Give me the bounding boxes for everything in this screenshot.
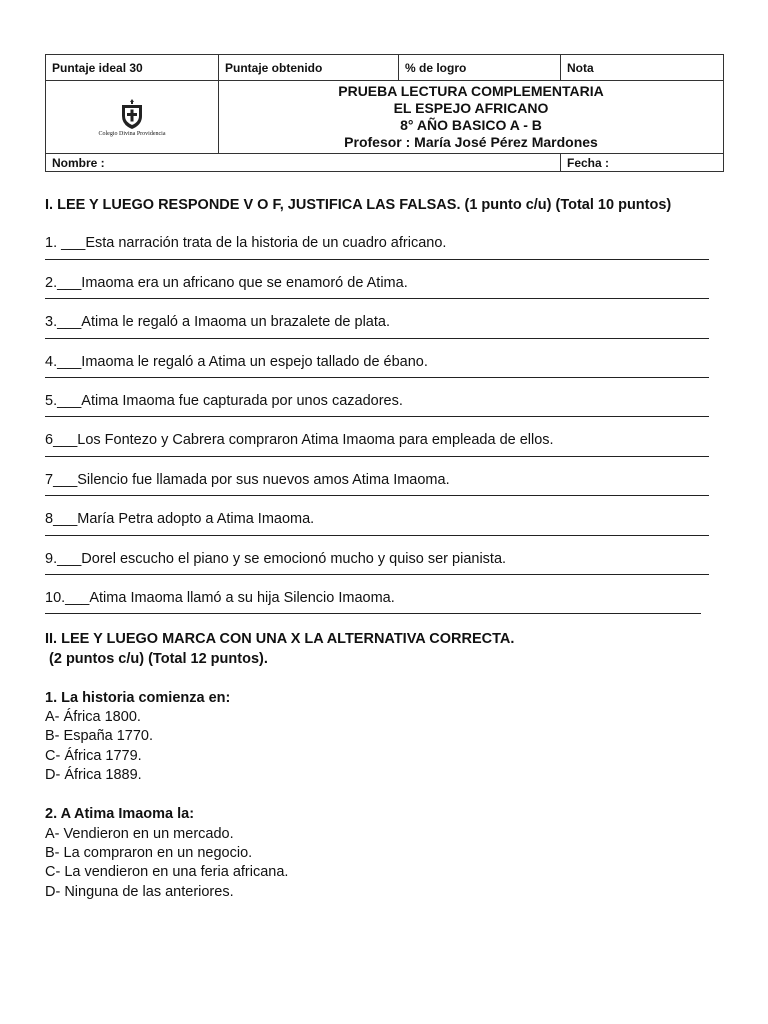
tf-item-4: 4.___Imaoma le regaló a Atima un espejo tallado de ébano. [45, 353, 428, 370]
spacer [45, 669, 735, 688]
teacher-name: Profesor : María José Pérez Mardones [344, 134, 598, 150]
book-title: EL ESPEJO AFRICANO [393, 100, 549, 116]
exam-content [45, 196, 735, 902]
logo-cell [46, 81, 219, 154]
question-1-option-c[interactable]: C- África 1779. [45, 747, 142, 764]
question-1-title: 1. La historia comienza en: [45, 689, 231, 706]
spacer [45, 786, 735, 805]
tf-item-9: 9.___Dorel escucho el piano y se emocionó mucho y quiso ser pianista. [45, 550, 507, 567]
answer-line-6[interactable] [45, 456, 709, 457]
puntaje-obtenido-cell: Puntaje obtenido [219, 55, 399, 81]
answer-line-1[interactable] [45, 259, 709, 260]
answer-line-5[interactable] [45, 416, 709, 417]
question-2-option-b[interactable]: B- La compraron en un negocio. [45, 844, 253, 861]
answer-line-10[interactable] [45, 613, 701, 614]
answer-line-2[interactable] [45, 298, 709, 299]
nombre-field[interactable]: Nombre : [46, 154, 561, 172]
section2-title-line1: II. LEE Y LUEGO MARCA CON UNA X LA ALTERNATIVA CORRECTA. [45, 631, 515, 648]
question-1-option-d[interactable]: D- África 1889. [45, 767, 142, 784]
answer-line-4[interactable] [45, 377, 709, 378]
tf-item-7: 7___Silencio fue llamada por sus nuevos amos Atima Imaoma. [45, 471, 450, 488]
question-2-title: 2. A Atima Imaoma la: [45, 806, 195, 823]
nota-cell: Nota [561, 55, 724, 81]
tf-item-8: 8___María Petra adopto a Atima Imaoma. [45, 511, 315, 528]
header-table [45, 54, 724, 172]
exam-title: PRUEBA LECTURA COMPLEMENTARIA [338, 83, 604, 99]
tf-item-1: 1. ___Esta narración trata de la historia de un cuadro africano. [45, 235, 447, 252]
question-2-option-d[interactable]: D- Ninguna de las anteriores. [45, 883, 234, 900]
logro-cell: % de logro [399, 55, 561, 81]
question-2-option-c[interactable]: C- La vendieron en una feria africana. [45, 864, 289, 881]
tf-item-10: 10.___Atima Imaoma llamó a su hija Silencio Imaoma. [45, 590, 395, 607]
school-crest-icon [119, 98, 145, 130]
exam-title-cell [219, 81, 724, 154]
answer-line-8[interactable] [45, 535, 709, 536]
question-2-option-a[interactable]: A- Vendieron en un mercado. [45, 825, 234, 842]
section2-title-line2: (2 puntos c/u) (Total 12 puntos). [45, 650, 268, 667]
answer-line-9[interactable] [45, 574, 709, 575]
grade-level: 8° AÑO BASICO A - B [400, 117, 542, 133]
answer-line-3[interactable] [45, 338, 709, 339]
school-name: Colegio Divina Providencia [98, 130, 166, 137]
question-1-option-b[interactable]: B- España 1770. [45, 728, 154, 745]
tf-item-5: 5.___Atima Imaoma fue capturada por unos cazadores. [45, 393, 403, 410]
question-1-option-a[interactable]: A- África 1800. [45, 709, 141, 726]
puntaje-ideal-cell: Puntaje ideal 30 [46, 55, 219, 81]
tf-item-6: 6___Los Fontezo y Cabrera compraron Atima Imaoma para empleada de ellos. [45, 432, 554, 449]
tf-item-2: 2.___Imaoma era un africano que se enamoró de Atima. [45, 274, 408, 291]
fecha-field[interactable]: Fecha : [561, 154, 724, 172]
tf-item-3: 3.___Atima le regaló a Imaoma un brazalete de plata. [45, 314, 390, 331]
answer-line-7[interactable] [45, 495, 709, 496]
section1-title: I. LEE Y LUEGO RESPONDE V O F, JUSTIFICA LAS FALSAS. (1 punto c/u) (Total 10 puntos) [45, 197, 672, 213]
